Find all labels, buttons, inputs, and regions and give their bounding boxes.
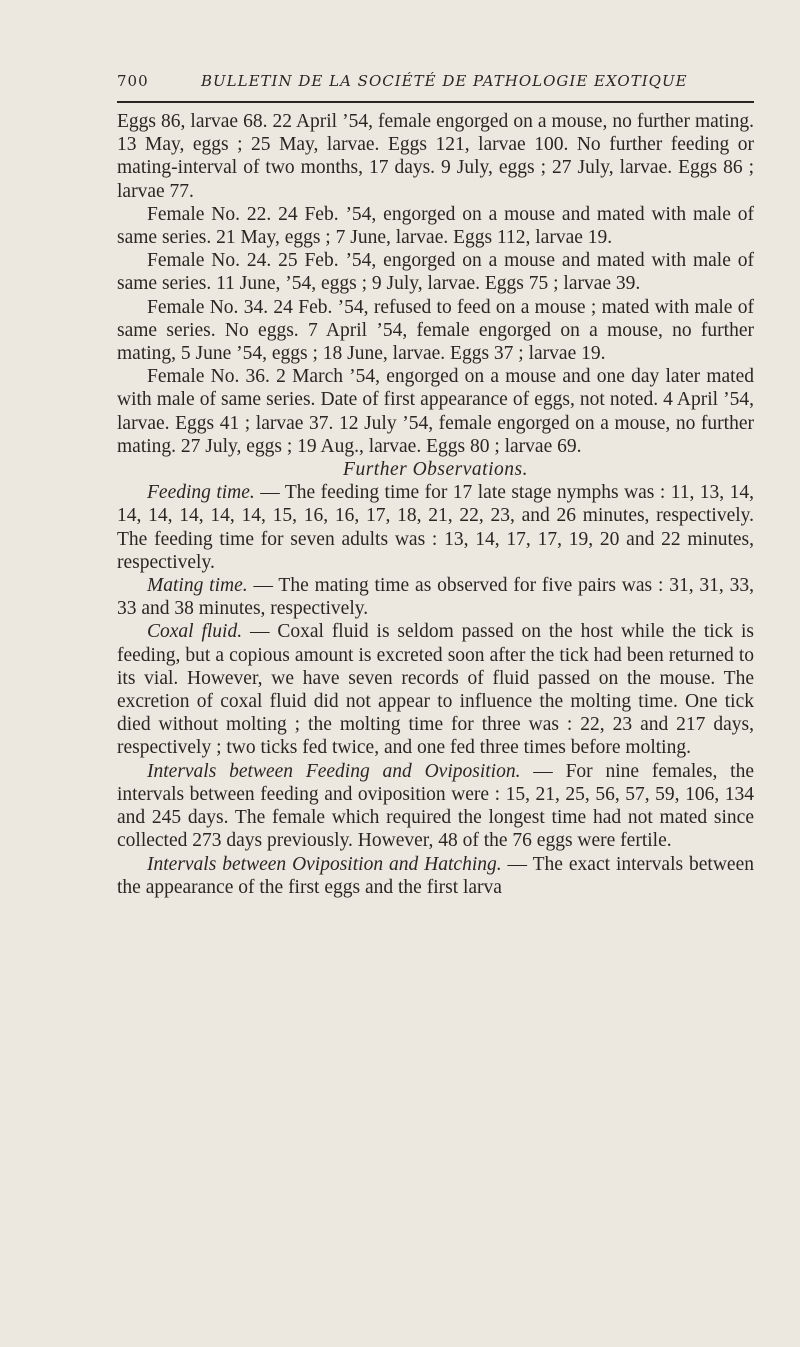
observation-text: — Coxal fluid is seldom passed on the host while the tick is feeding, but a copious amount is excreted soon after the tick had been returned to its vial. However, we have seven records of fluid passed on the mouse. The excretion of coxal fluid did not appear to influence the molting time. One tick died without molting ; the molting time for three was : 22, 23 and 217 days, respectively ; two ticks fed twice, and one fed three times before molting. xyxy=(117,621,754,759)
section-heading: Further Observations. xyxy=(343,459,528,481)
observation-oviposition-hatching xyxy=(117,853,754,899)
observation-coxal-fluid xyxy=(117,620,754,759)
observation-mating-time xyxy=(117,574,754,620)
paragraph-female-22: Female No. 22. 24 Feb. ’54, engorged on a mouse and mated with male of same series. 21 May, eggs ; 7 June, larvae. Eggs 112, larvae 19. xyxy=(117,203,754,249)
header-rule xyxy=(117,101,754,103)
paragraph-female-36: Female No. 36. 2 March ’54, engorged on a mouse and one day later mated with male of same series. Date of first appearance of eggs, not noted. 4 April ’54, larvae. Eggs 41 ; larvae 37. 12 July ’54, female engorged on a mouse, no further mating. 27 July, eggs ; 19 Aug., larvae. Eggs 80 ; larvae 69. xyxy=(117,366,754,457)
observation-feeding-time xyxy=(117,481,754,574)
observation-text: — The feeding time for 17 late stage nymphs was : 11, 13, 14, 14, 14, 14, 14, 14, 15, 16, 16, 17, 18, 21, 22, 23, and 26 minutes, respectively. The feeding time for seven adults was : 13, 14, 17, 17, 19, 20 and 22 minutes, respectively. xyxy=(117,482,754,573)
observation-heading: Coxal fluid. xyxy=(147,621,243,643)
journal-title: BULLETIN DE LA SOCIÉTÉ DE PATHOLOGIE EXOTIQUE xyxy=(201,72,688,90)
page-number: 700 xyxy=(117,72,149,90)
observation-heading: Intervals between Oviposition and Hatching. xyxy=(147,853,502,875)
observation-feeding-oviposition xyxy=(117,760,754,853)
observation-heading: Feeding time. xyxy=(147,482,255,504)
observation-text: — For nine females, the intervals between feeding and oviposition were : 15, 21, 25, 56, 57, 59, 106, 134 and 245 days. The female which required the longest time had not mated since collected 273 days previously. However, 48 of the 76 eggs were fertile. xyxy=(117,760,754,852)
paragraph-continued: Eggs 86, larvae 68. 22 April ’54, female engorged on a mouse, no further mating. 13 May, eggs ; 25 May, larvae. Eggs 121, larvae 100. No further feeding or mating-interval of two months, 17 days. 9 July, eggs ; 27 July, larvae. Eggs 86 ; larvae 77. xyxy=(117,111,754,202)
observation-heading: Intervals between Feeding and Oviposition. xyxy=(147,760,521,782)
body-text xyxy=(117,110,754,899)
observation-text: — The exact intervals between the appearance of the first eggs and the first larva xyxy=(117,853,754,898)
paragraph-female-24: Female No. 24. 25 Feb. ’54, engorged on a mouse and mated with male of same series. 11 June, ’54, eggs ; 9 July, larvae. Eggs 75 ; larvae 39. xyxy=(117,250,754,295)
paragraph-female-34: Female No. 34. 24 Feb. ’54, refused to feed on a mouse ; mated with male of same series. No eggs. 7 April ’54, female engorged on a mouse, no further mating, 5 June ’54, eggs ; 18 June, larvae. Eggs 37 ; larvae 19. xyxy=(117,296,754,365)
observation-heading: Mating time. xyxy=(147,575,248,597)
observation-text: — The mating time as observed for five pairs was : 31, 31, 33, 33 and 38 minutes, respectively. xyxy=(117,575,754,620)
